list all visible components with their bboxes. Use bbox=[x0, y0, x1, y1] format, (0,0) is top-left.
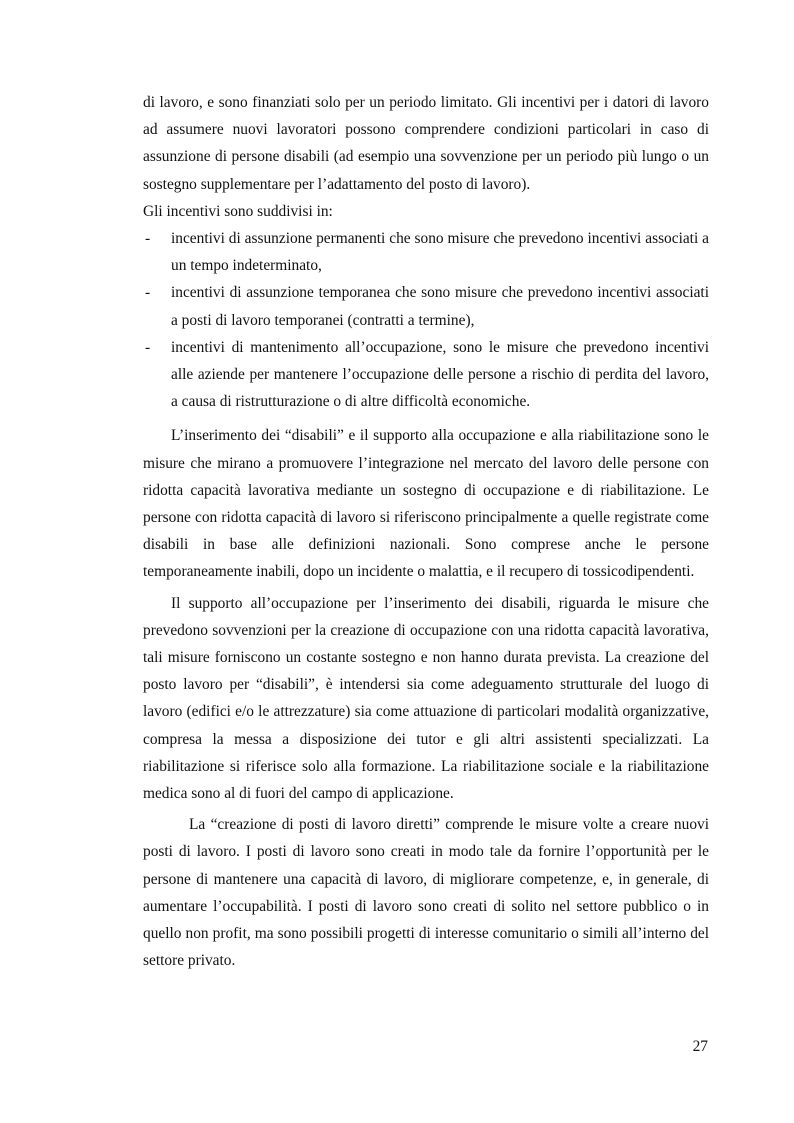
paragraph-direct-job-creation: La “creazione di posti di lavoro diretti” comprende le misure volte a creare nuovi posti di lavoro. I posti di lavoro sono creati in modo tale da fornire l’opportunità per le persone di mantenere una capacità di lavoro, di migliorare competenze, e, in generale, di aumentare l’occupabilità. I posti di lavoro sono creati di solito nel settore pubblico o in quello non profit, ma sono possibili progetti di interesse comunitario o simili all’interno del settore privato. bbox=[143, 816, 709, 970]
list-dash: - bbox=[145, 338, 151, 356]
list-item bbox=[143, 279, 709, 333]
page-body bbox=[143, 89, 709, 975]
list-item bbox=[143, 334, 709, 416]
list-item-text: incentivi di assunzione permanenti che sono misure che prevedono incentivi associati a un tempo indeterminato, bbox=[171, 230, 709, 275]
paragraph-incentives-intro: di lavoro, e sono finanziati solo per un periodo limitato. Gli incentivi per i datori di lavoro ad assumere nuovi lavoratori possono comprendere condizioni particolari in caso di assunzione di persone disabili (ad esempio una sovvenzione per un periodo più lungo o un sostegno supplementare per l’adattamento del posto di lavoro). bbox=[143, 94, 709, 193]
list-item-text: incentivi di mantenimento all’occupazione, sono le misure che prevedono incentivi alle aziende per mantenere l’occupazione delle persone a rischio di perdita del lavoro, a causa di ristrutturazione o di altre difficoltà economiche. bbox=[171, 338, 709, 411]
list-item bbox=[143, 225, 709, 279]
paragraph-employment-support: Il supporto all’occupazione per l’inserimento dei disabili, riguarda le misure che prevedono sovvenzioni per la creazione di occupazione con una ridotta capacità lavorativa, tali misure forniscono un costante sostegno e non hanno durata prevista. La creazione del posto lavoro per “disabili”, è intendersi sia come adeguamento strutturale del luogo di lavoro (edifici e/o le attrezzature) sia come attuazione di particolari modalità organizzative, compresa la messa a disposizione dei tutor e gli altri assistenti specializzati. La riabilitazione si riferisce solo alla formazione. La riabilitazione sociale e la riabilitazione medica sono al di fuori del campo di applicazione. bbox=[143, 594, 709, 803]
paragraph-disabled-insertion: L’inserimento dei “disabili” e il supporto alla occupazione e alla riabilitazione sono le misure che mirano a promuovere l’integrazione nel mercato del lavoro delle persone con ridotta capacità lavorativa mediante un sostegno di occupazione e di riabilitazione. Le persone con ridotta capacità di lavoro si riferiscono principalmente a quelle registrate come disabili in base alle definizioni nazionali. Sono comprese anche le persone temporaneamente inabili, dopo un incidente o malattia, e il recupero di tossicodipendenti. bbox=[143, 427, 709, 581]
list-dash: - bbox=[145, 284, 151, 302]
page-number: 27 bbox=[692, 1038, 708, 1055]
incentives-list bbox=[143, 225, 709, 415]
list-dash: - bbox=[145, 230, 151, 248]
paragraph-incentives-types-heading: Gli incentivi sono suddivisi in: bbox=[143, 202, 333, 220]
list-item-text: incentivi di assunzione temporanea che sono misure che prevedono incentivi associati a posti di lavoro temporanei (contratti a termine), bbox=[171, 284, 709, 329]
